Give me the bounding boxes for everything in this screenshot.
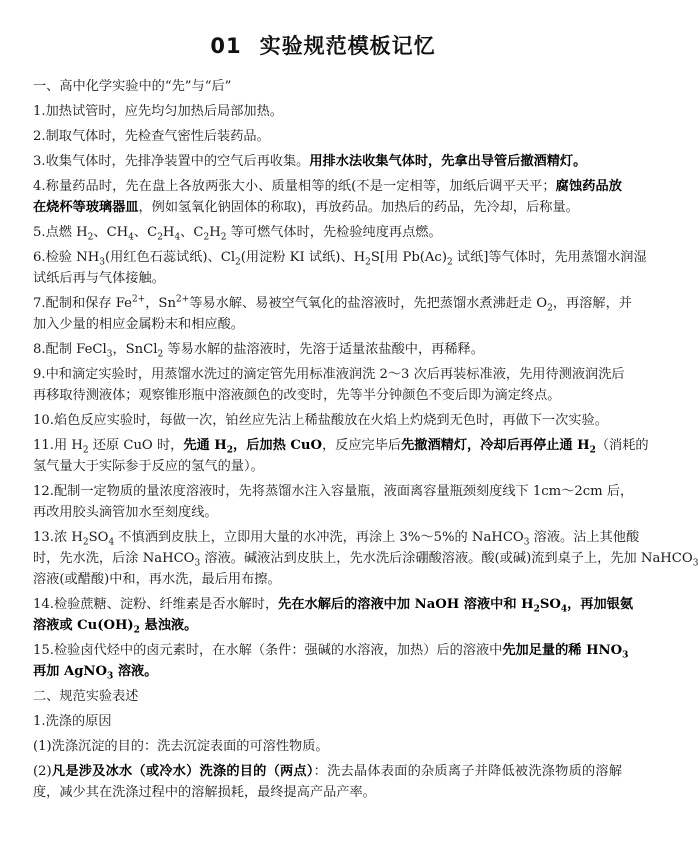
text-line: 8.配制 FeCl$_3$，SnCl$_2$ 等易水解的盐溶液时，先溶于适量浓盐酸中，再稀释。 — [33, 342, 484, 360]
text-line: 再加 AgNO$_3$ 溶液。 — [33, 664, 158, 682]
text-line: (1)洗涤沉淀的目的：洗去沉淀表面的可溶性物质。 — [33, 739, 329, 754]
text-line: 2.制取气体时，先检查气密性后装药品。 — [33, 129, 270, 144]
page-title — [24, 30, 622, 60]
title-text: 实验规范模板记忆 — [259, 34, 436, 58]
document-body — [24, 78, 698, 802]
text-line: 15.检验卤代烃中的卤元素时，在水解（条件：强碱的水溶液，加热）后的溶液中先加足量的稀 $HNO_3$ — [33, 643, 629, 661]
text-line: 9.中和滴定实验时，用蒸馏水洗过的滴定管先用标准液润洗 2～3 次后再装标准液，先用待测液润洗后 — [33, 367, 625, 382]
text-line: 加入少量的相应金属粉末和相应酸。 — [33, 317, 244, 332]
text-line: 5.点燃 $H_2$、$CH_4$、$C_2H_4$、$C_2H_2$ 等可燃气体时，先检验纯度再点燃。 — [33, 225, 442, 243]
text-line: 10.焰色反应实验时，每做一次，铂丝应先沾上稀盐酸放在火焰上灼烧到无色时，再做下一次实验。 — [33, 413, 608, 428]
text-line: 一、高中化学实验中的“先”与“后” — [33, 79, 232, 94]
text-line: 1.加热试管时，应先均匀加热后局部加热。 — [33, 104, 283, 119]
text-line: 时，先水洗，后涂 NaHCO$_3$ 溶液。碱液沾到皮肤上，先水洗后涂硼酸溶液。酸(或碱)流到桌子上，先加 NaHCO$_3$ — [33, 551, 698, 569]
text-line: 4.称量药品时，先在盘上各放两张大小、质量相等的纸(不是一定相等，加纸后调平天平；腐蚀药品放 — [33, 179, 622, 194]
text-line: 3.收集气体时，先排净装置中的空气后再收集。用排水法收集气体时，先拿出导管后撤酒精灯。 — [33, 154, 587, 169]
text-line: 试纸后再与气体接触。 — [33, 271, 165, 286]
text-line: 12.配制一定物质的量浓度溶液时，先将蒸馏水注入容量瓶，液面离容量瓶颈刻度线下 1cm～2cm 后， — [33, 484, 634, 499]
text-line: 溶液(或醋酸)中和，再水洗，最后用布擦。 — [33, 572, 281, 587]
text-line: 11.用 $H_2$ 还原 CuO 时，先通 $H_2$，后加热 CuO，反应完毕后先撤酒精灯，冷却后再停止通 $H_2$（消耗的 — [33, 438, 649, 456]
text-line: 1.洗涤的原因 — [33, 714, 112, 729]
text-line: 14.检验蔗糖、淀粉、纤维素是否水解时，先在水解后的溶液中加 NaOH 溶液中和 $H_2SO_4$，再加银氨 — [33, 597, 634, 615]
text-line: (2)凡是涉及冰水（或冷水）洗涤的目的（两点）：洗去晶体表面的杂质离子并降低被洗涤物质的溶解 — [33, 764, 623, 779]
text-line: 在烧杯等玻璃器皿，例如氢氧化钠固体的称取)，再放药品。加热后的药品，先冷却，后称量。 — [33, 200, 579, 215]
text-line: 13.浓 $H_2SO_4$ 不慎洒到皮肤上，立即用大量的水冲洗，再涂上 3%～5%的 NaHCO$_3$ 溶液。沾上其他酸 — [33, 530, 640, 548]
text-line: 二、规范实验表述 — [33, 689, 139, 704]
text-line: 6.检验 $NH_3$(用红色石蕊试纸)、$Cl_2$(用淀粉 KI 试纸)、$H_2S$[用 $Pb(Ac)_2$ 试纸]等气体时，先用蒸馏水润湿 — [33, 250, 647, 268]
text-line: 7.配制和保存 $Fe^{2+}$，$Sn^{2+}$等易水解、易被空气氧化的盐溶液时，先把蒸馏水煮沸赶走 $O_2$，再溶解，并 — [33, 294, 632, 314]
text-line: 溶液或 $Cu(OH)_2$ 悬浊液。 — [33, 618, 198, 636]
text-line: 度，减少其在洗涤过程中的溶解损耗，最终提高产品产率。 — [33, 785, 376, 800]
text-line: 再移取待测液体；观察锥形瓶中溶液颜色的改变时，先等半分钟颜色不变后即为滴定终点。 — [33, 388, 561, 403]
text-line: 再改用胶头滴管加水至刻度线。 — [33, 505, 218, 520]
text-line: 氢气量大于实际参于反应的氢气的量）。 — [33, 459, 264, 474]
title-number: 01 — [210, 34, 242, 58]
